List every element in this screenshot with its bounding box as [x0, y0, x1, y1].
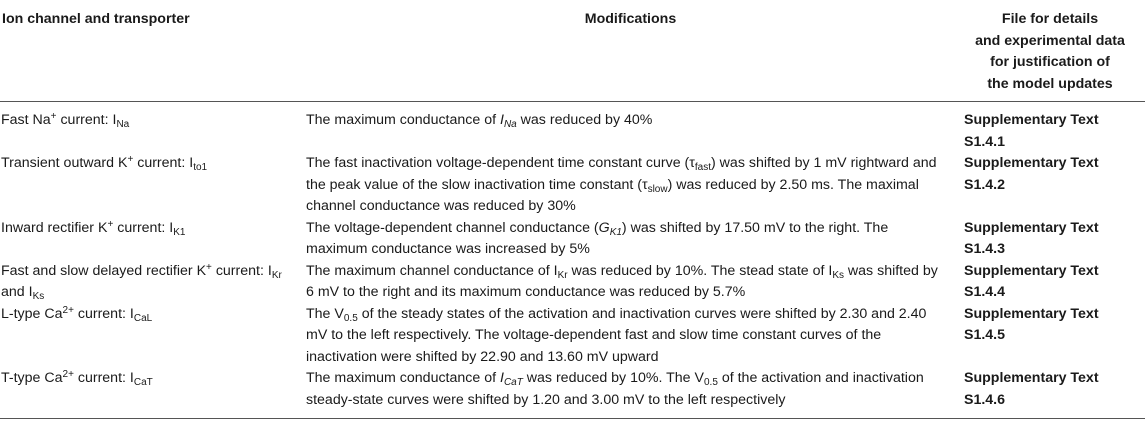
text-run: The voltage-dependent channel conductance (	[306, 219, 599, 236]
italic-subscript	[504, 119, 517, 130]
file-label: Supplementary Text	[964, 155, 1099, 171]
text-run: The maximum conductance of	[306, 112, 500, 128]
modification-cell	[306, 261, 955, 304]
header-file-line-2: and experimental data	[975, 32, 1125, 49]
text-run: was reduced by 40%	[516, 112, 653, 128]
italic-symbol: I	[499, 112, 504, 128]
subscript: Ks	[832, 269, 844, 281]
subscript: fast	[694, 162, 712, 173]
file-reference-cell	[955, 153, 1145, 218]
subscript: 0.5	[343, 312, 358, 324]
file-section: S1.4.4	[964, 284, 1006, 300]
table-header-row	[0, 0, 1145, 102]
ion-channel-cell	[0, 218, 306, 261]
file-reference-cell	[955, 102, 1145, 154]
italic-subscript-text: K1	[609, 226, 622, 238]
ion-channel-cell	[0, 153, 306, 218]
file-reference-cell	[955, 368, 1145, 411]
subscript: Ks	[32, 291, 45, 302]
text-run: The fast inactivation voltage-dependent time constant curve (τ	[306, 155, 695, 171]
ion-channel-cell	[0, 102, 306, 154]
italic-symbol: G	[598, 219, 610, 236]
file-section: S1.4.3	[964, 241, 1006, 257]
text-run: current: I	[73, 370, 134, 386]
ion-channel-cell	[0, 261, 306, 304]
italic-subscript-text: Na	[503, 119, 517, 130]
subscript: CaT	[133, 377, 153, 388]
superscript: 2+	[62, 369, 74, 380]
text-run: current: I	[73, 305, 134, 322]
text-run: The maximum channel conductance of I	[306, 262, 558, 279]
file-section: S1.4.5	[964, 327, 1006, 343]
file-section: S1.4.2	[964, 176, 1006, 193]
table-row	[0, 304, 1145, 369]
superscript: 2+	[62, 304, 74, 316]
file-reference-cell	[955, 261, 1145, 304]
file-label: Supplementary Text	[964, 219, 1099, 236]
modification-cell	[306, 153, 955, 218]
file-reference-cell	[955, 304, 1145, 369]
text-run: Inward rectifier K	[1, 219, 108, 236]
header-modifications: Modifications	[306, 0, 955, 102]
text-run: ) was reduced by 2.50 ms. The maximal channel conductance was reduced by 30%	[306, 176, 919, 214]
text-run: current: I	[113, 219, 174, 236]
text-run: Fast and slow delayed rectifier K	[1, 262, 207, 279]
text-run: was shifted by 6 mV to the right and its maximum conductance was reduced by 5.7%	[306, 262, 938, 300]
superscript: +	[127, 154, 134, 165]
subscript: CaL	[133, 312, 153, 324]
file-section: S1.4.6	[964, 391, 1006, 408]
header-file-for-details	[955, 0, 1145, 102]
text-run: ) was shifted by 1 mV rightward and the peak value of the slow inactivation time constant (τ	[306, 155, 937, 193]
file-section: S1.4.1	[964, 133, 1006, 150]
text-run: was reduced by 10%. The V	[522, 370, 704, 386]
modification-cell	[306, 368, 955, 411]
text-run: current: I	[56, 112, 117, 128]
header-file-line-1: File for details	[1001, 11, 1099, 27]
superscript: +	[206, 261, 212, 273]
table-row	[0, 218, 1145, 261]
italic-subscript	[504, 377, 523, 388]
header-file-line-3: for justification of	[990, 54, 1110, 70]
subscript: to1	[193, 162, 208, 173]
header-ion-channel: Ion channel and transporter	[0, 0, 306, 102]
text-run: Fast Na	[1, 112, 51, 128]
table-row	[0, 368, 1145, 411]
subscript: 0.5	[703, 377, 718, 388]
modification-cell	[306, 102, 955, 154]
subscript: K1	[173, 226, 186, 238]
superscript: +	[50, 111, 57, 122]
italic-subscript-text: CaT	[503, 377, 523, 388]
text-run: L-type Ca	[1, 305, 63, 322]
subscript: slow	[647, 183, 668, 195]
file-reference-cell	[955, 218, 1145, 261]
text-run: Transient outward K	[1, 155, 128, 171]
italic-subscript	[610, 227, 622, 238]
file-label: Supplementary Text	[964, 305, 1099, 322]
text-run: of the steady states of the activation and inactivation curves were shifted by 2.30 and 2.40 mV to the left respectively. The voltage-dependent fast and slow time constant curves of the inactivation were shifted by 22.90 and 13.60 mV upward	[306, 305, 927, 365]
table-row	[0, 153, 1145, 218]
header-file-line-4: the model updates	[987, 75, 1113, 92]
modification-cell	[306, 218, 955, 261]
modification-cell	[306, 304, 955, 369]
ion-channel-cell	[0, 368, 306, 411]
file-label: Supplementary Text	[964, 112, 1099, 128]
text-run: current: I	[133, 155, 194, 171]
text-run: and I	[1, 284, 33, 300]
table-body	[0, 102, 1145, 412]
text-run: T-type Ca	[1, 370, 63, 386]
text-run: was reduced by 10%. The stead state of I	[567, 262, 833, 279]
file-label: Supplementary Text	[964, 370, 1099, 386]
text-run: ) was shifted by 17.50 mV to the right. The maximum conductance was increased by 5%	[306, 219, 889, 257]
ion-channel-cell	[0, 304, 306, 369]
table-bottom-rule	[0, 418, 1145, 419]
text-run: of the activation and inactivation steady-state curves were shifted by 1.20 and 3.00 mV to the left respectively	[306, 370, 924, 408]
subscript: Kr	[557, 269, 568, 281]
text-run: current: I	[211, 262, 272, 279]
file-label: Supplementary Text	[964, 262, 1099, 279]
subscript: Kr	[271, 269, 282, 281]
table-row	[0, 261, 1145, 304]
italic-symbol: I	[499, 370, 504, 386]
table-row	[0, 102, 1145, 154]
subscript: Na	[116, 119, 130, 130]
text-run: The V	[306, 305, 344, 322]
text-run: The maximum conductance of	[306, 370, 500, 386]
superscript: +	[107, 218, 114, 230]
